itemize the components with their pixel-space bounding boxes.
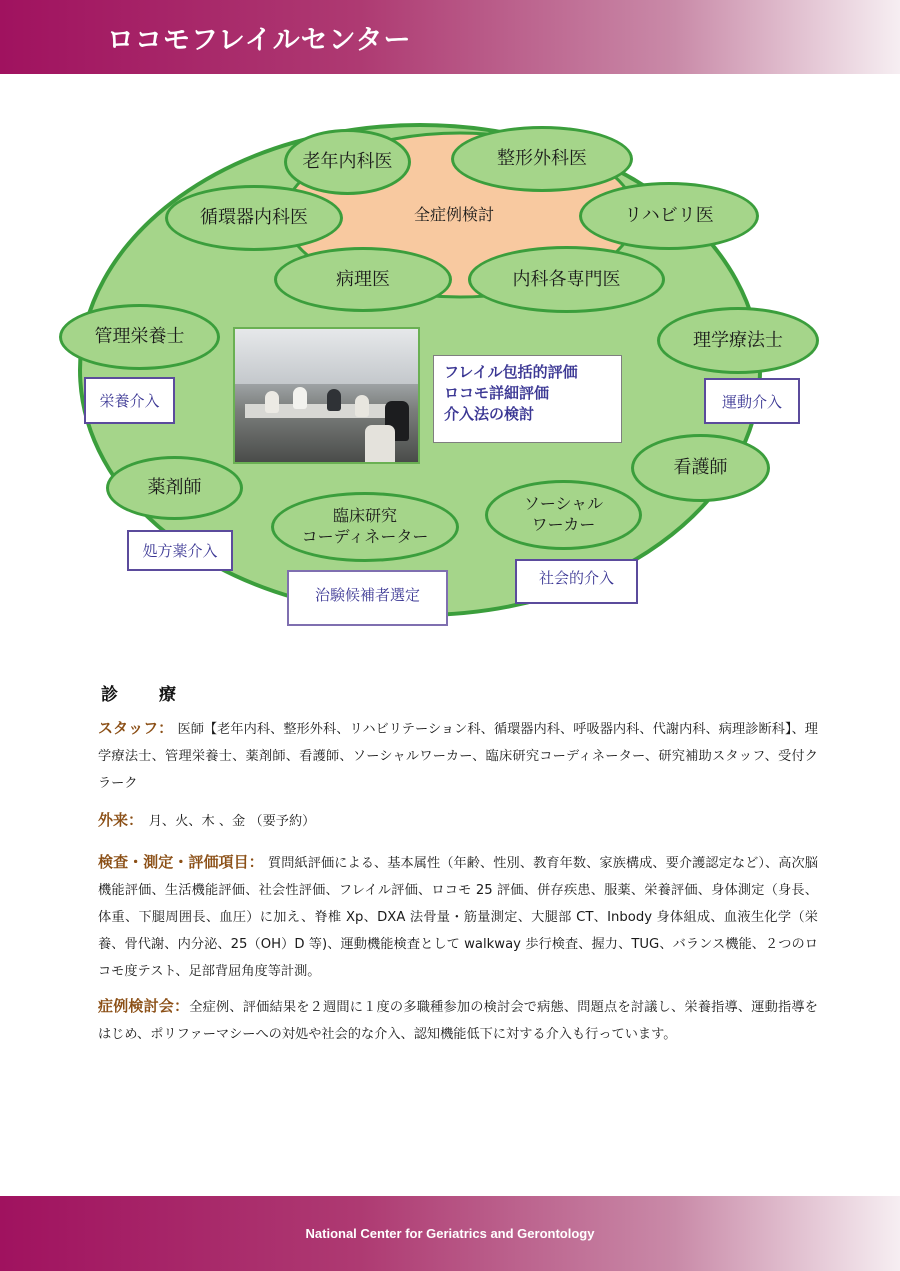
intervention-shakai: 社会的介入 — [515, 559, 638, 604]
center-label: 全症例検討 — [414, 205, 495, 224]
staff-label: スタッフ： — [98, 719, 174, 737]
conference-photo — [233, 327, 420, 464]
case-text: 全症例、評価結果を２週間に１度の多職種参加の検討会で病態、問題点を討議し、栄養指導、運動指導をはじめ、ポリファーマシーへの対処や社会的な介入、認知機能低下に対する介入も行っています。 — [98, 1000, 818, 1042]
outpatient-paragraph — [98, 807, 818, 835]
exam-paragraph — [98, 849, 818, 985]
node-yakuzai: 薬剤師 — [106, 456, 243, 520]
staff-paragraph — [98, 715, 818, 797]
staff-text: 医師【老年内科、整形外科、リハビリテーション科、循環器内科、呼吸器内科、代謝内科、病理診断科】、理学療法士、管理栄養士、薬剤師、看護師、ソーシャルワーカー、臨床研究コーディネーター、研究補助スタッフ、受付クラーク — [98, 722, 818, 791]
node-junkan: 循環器内科医 — [165, 185, 343, 251]
page-title: ロコモフレイルセンター — [107, 25, 412, 56]
intervention-eiyou: 栄養介入 — [84, 377, 175, 424]
footer-text: National Center for Geriatrics and Gerontology — [305, 1226, 595, 1241]
intervention-undou: 運動介入 — [704, 378, 800, 424]
case-label: 症例検討会： — [98, 997, 190, 1015]
exam-label: 検査・測定・評価項目： — [98, 853, 264, 871]
node-kango: 看護師 — [631, 434, 770, 502]
node-rinsho: 臨床研究 コーディネーター — [271, 492, 459, 562]
node-social: ソーシャル ワーカー — [485, 480, 642, 550]
node-rigaku: 理学療法士 — [657, 307, 819, 374]
node-ronen: 老年内科医 — [284, 129, 411, 195]
node-byouri: 病理医 — [274, 247, 452, 312]
textbox-line: ロコモ詳細評価 — [444, 384, 550, 402]
outpatient-text: 月、火、木 、金 （要予約） — [135, 814, 316, 829]
textbox-line: 介入法の検討 — [444, 405, 535, 423]
case-paragraph — [98, 993, 818, 1048]
outpatient-label: 外来： — [98, 811, 136, 829]
exam-text: 質問紙評価による、基本属性（年齢、性別、教育年数、家族構成、要介護認定など）、高次脳機能評価、生活機能評価、社会性評価、フレイル評価、ロコモ 25 評価、併存疾患、服薬、栄養評価、身体測定（身長、体重、下腿周囲長、血圧）に加え、脊椎 Xp、DXA 法骨量・筋量測定、大腿部 CT、Inbody 身体組成、血液生化学（栄養、骨代謝、内分泌、25（OH）D 等)、運動機能検査として walkway 歩行検査、握力、TUG、バランス機能、２つのロコモ度テスト、足部背屈角度等計測。 — [98, 856, 818, 979]
intervention-shohou: 処方薬介入 — [127, 530, 233, 571]
textbox-line: フレイル包括的評価 — [444, 363, 578, 381]
node-seikei: 整形外科医 — [451, 126, 633, 192]
node-rihabiri: リハビリ医 — [579, 182, 759, 250]
node-eiyoushi: 管理栄養士 — [59, 304, 220, 370]
section-title: 診 療 — [101, 685, 188, 705]
evaluation-textbox — [433, 355, 622, 443]
intervention-chiken: 治験候補者選定 — [287, 570, 448, 626]
node-naika: 内科各専門医 — [468, 246, 665, 313]
